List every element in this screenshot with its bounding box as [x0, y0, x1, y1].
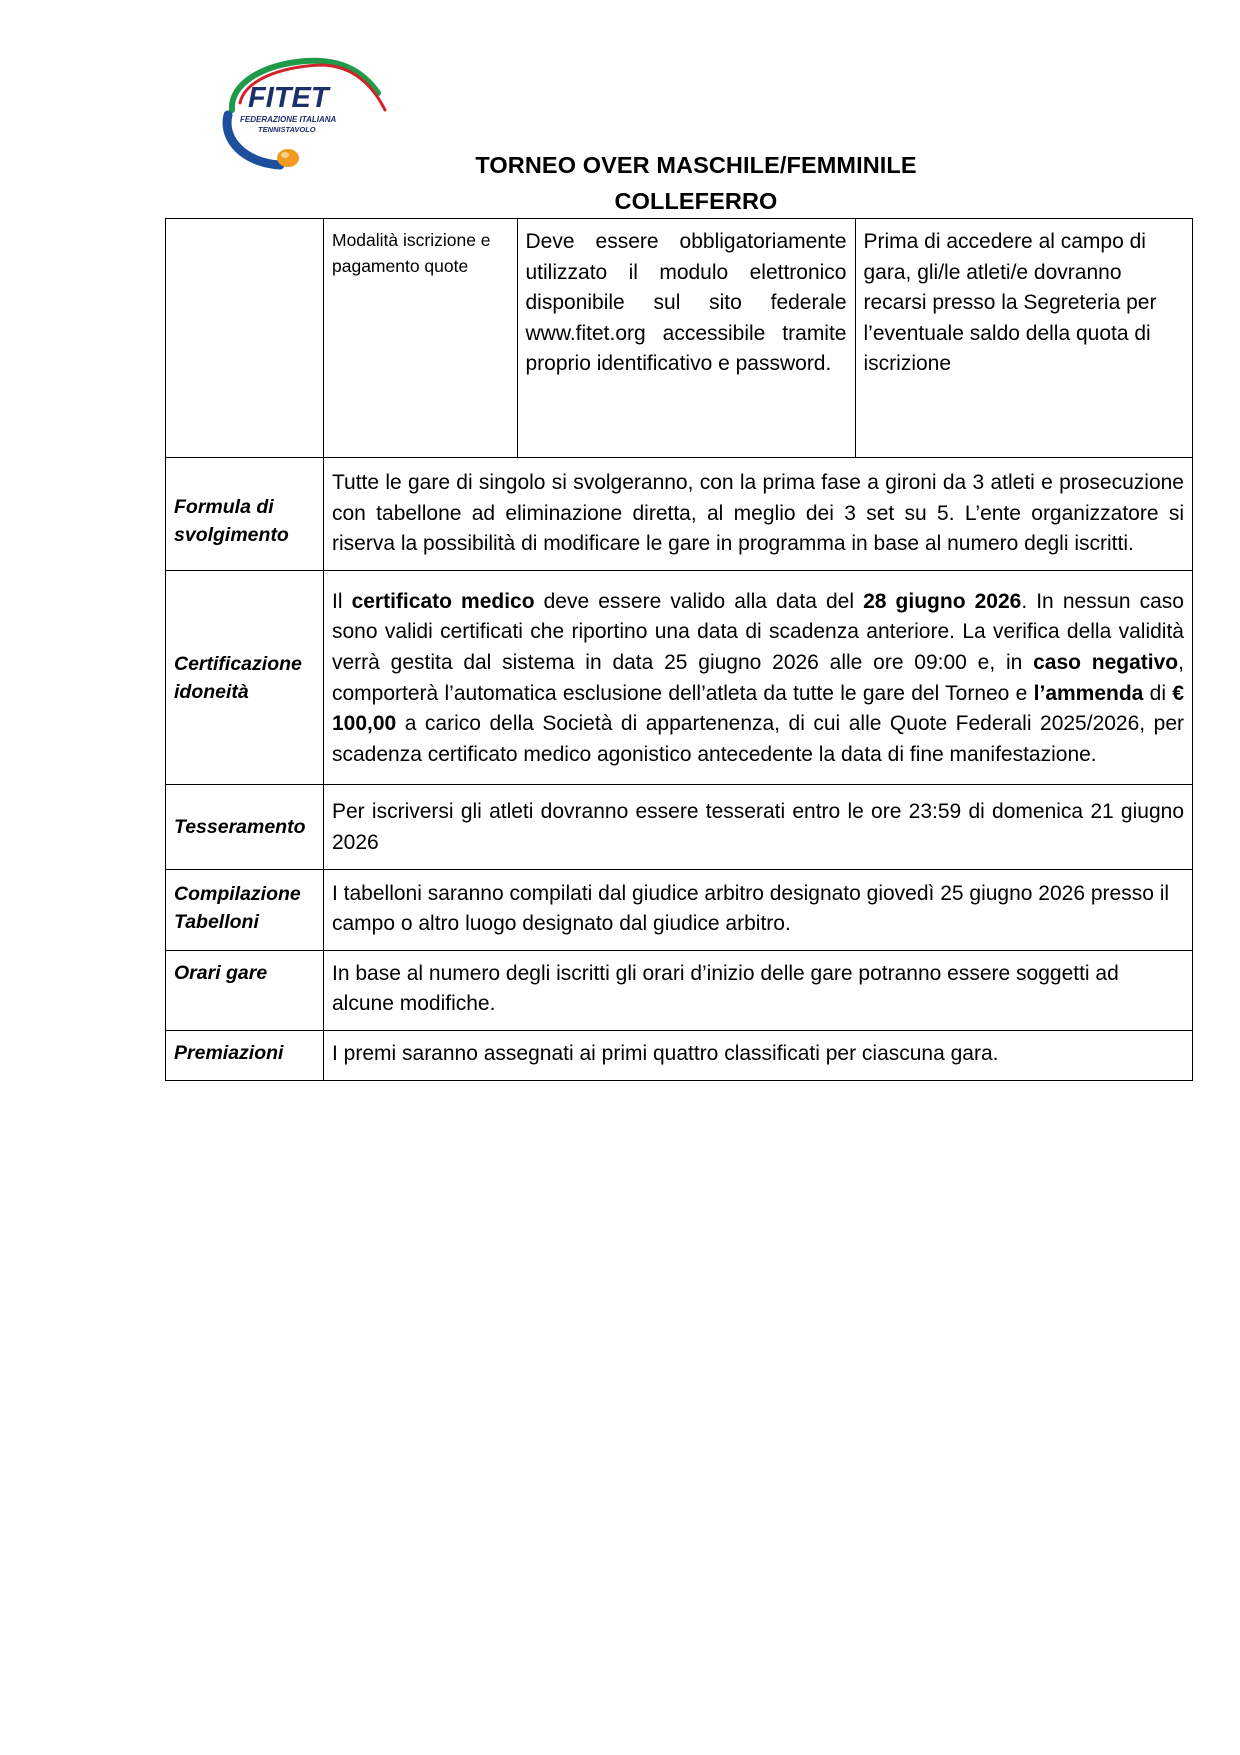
formula-label: Formula di svolgimento	[166, 458, 324, 571]
compilazione-label: Compilazione Tabelloni	[166, 869, 324, 950]
tesseramento-text: Per iscriversi gli atleti dovranno essere tesserati entro le ore 23:59 di domenica 21 giugno 2026	[324, 785, 1193, 869]
document-title: TORNEO OVER MASCHILE/FEMMINILE	[475, 152, 917, 178]
premiazioni-label: Premiazioni	[166, 1030, 324, 1080]
table-row-orari	[166, 950, 1193, 1030]
table-row-tesseramento	[166, 785, 1193, 869]
table-row-certificazione	[166, 570, 1193, 785]
iscrizione-col1: Deve essere obbligatoriamente utilizzato il modulo elettronico disponibile sul sito federale www.fitet.org accessibile tramite proprio identificativo e password.	[517, 219, 855, 457]
certificazione-label: Certificazione idoneità	[166, 570, 324, 785]
certificazione-text: Il certificato medico deve essere valido alla data del 28 giugno 2026. In nessun caso sono validi certificati che riportino una data di scadenza anteriore. La verifica della validità verrà gestita dal sistema in data 25 giugno 2026 alle ore 09:00 e, in caso negativo, comporterà l’automatica esclusione dell’atleta da tutte le gare del Torneo e l’ammenda di € 100,00 a carico della Società di appartenenza, di cui alle Quote Federali 2025/2026, per scadenza certificato medico agonistico antecedente la data di fine manifestazione.	[324, 570, 1193, 785]
table-row-premiazioni	[166, 1030, 1193, 1080]
orari-text: In base al numero degli iscritti gli orari d’inizio delle gare potranno essere soggetti ad alcune modifiche.	[324, 950, 1193, 1030]
table-row-formula	[166, 458, 1193, 571]
table-row-compilazione	[166, 869, 1193, 950]
iscrizione-col2: Prima di accedere al campo di gara, gli/le atleti/e dovranno recarsi presso la Segreteria per l’eventuale saldo della quota di iscrizione	[855, 219, 1193, 457]
iscrizione-sub-label: Modalità iscrizione e pagamento quote	[332, 230, 491, 276]
logo-line2: TENNISTAVOLO	[258, 125, 316, 134]
tesseramento-label: Tesseramento	[166, 785, 324, 869]
row-label-cell	[166, 219, 324, 458]
document-subtitle: COLLEFERRO	[614, 188, 778, 214]
logo-line1: FEDERAZIONE ITALIANA	[240, 115, 337, 124]
regulation-table	[165, 218, 1193, 1081]
orari-label: Orari gare	[166, 950, 324, 1030]
iscrizione-subtable	[324, 219, 1193, 457]
table-row-iscrizione	[166, 219, 1193, 458]
compilazione-text: I tabelloni saranno compilati dal giudice arbitro designato giovedì 25 giugno 2026 presso il campo o altro luogo designato dal giudice arbitro.	[324, 869, 1193, 950]
formula-text: Tutte le gare di singolo si svolgeranno, con la prima fase a gironi da 3 atleti e prosecuzione con tabellone ad eliminazione diretta, al meglio dei 3 set su 5. L’ente organizzatore si riserva la possibilità di modificare le gare in programma in base al numero degli iscritti.	[324, 458, 1193, 571]
premiazioni-text: I premi saranno assegnati ai primi quattro classificati per ciascuna gara.	[324, 1030, 1193, 1080]
logo-name: FITET	[248, 82, 329, 114]
